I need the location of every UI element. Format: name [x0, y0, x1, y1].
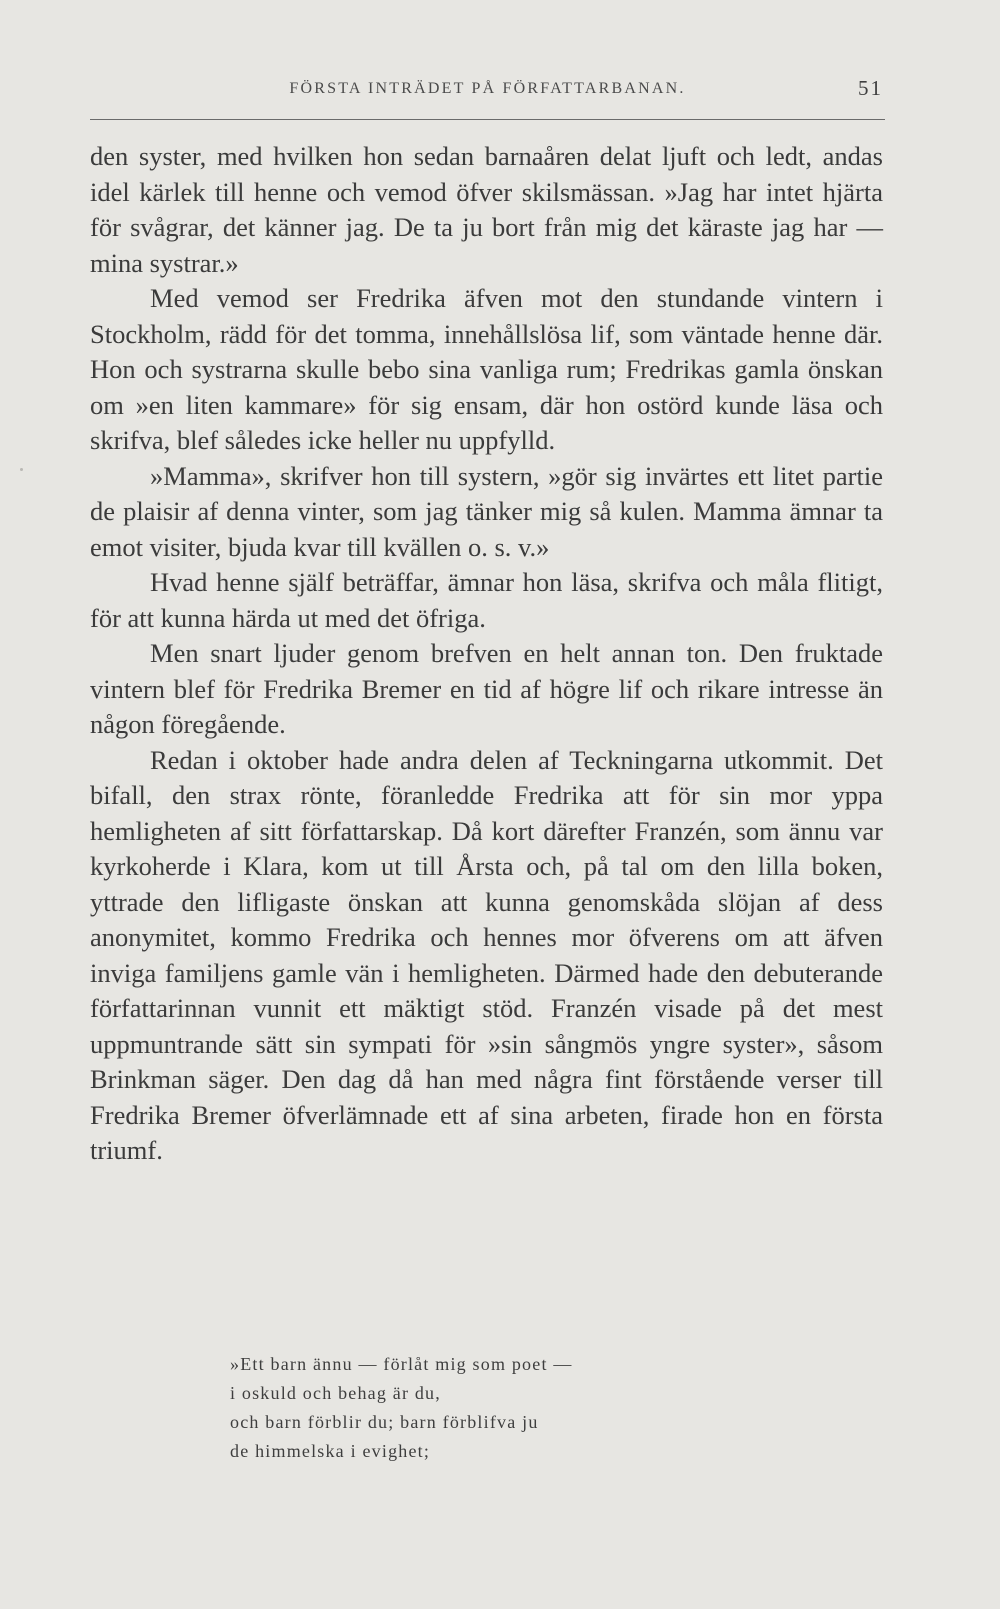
- verse-line: och barn förblir du; barn förblifva ju: [230, 1412, 539, 1432]
- verse-line: i oskuld och behag är du,: [230, 1383, 441, 1403]
- verse-quote: [230, 1350, 750, 1466]
- paragraph: »Mamma», skrifver hon till systern, »gör sig invärtes ett litet partie de plaisir af denna vinter, som jag tänker mig så kulen. Mamma ämnar ta emot visiter, bjuda kvar till kvällen o. s. v.»: [90, 460, 883, 562]
- paragraph: Med vemod ser Fredrika äfven mot den stundande vintern i Stockholm, rädd för det tomma, innehållslösa lif, som väntade henne där. Hon och systrarna skulle bebo sina vanliga rum; Fredrikas gamla önskan om »en liten kammare» för sig ensam, där hon ostörd kunde läsa och skrifva, blef således icke heller nu uppfylld.: [90, 283, 883, 455]
- paragraph: Hvad henne själf beträffar, ämnar hon läsa, skrifva och måla flitigt, för att kunna härda ut med det öfriga.: [90, 567, 883, 633]
- paragraph: Men snart ljuder genom brefven en helt annan ton. Den fruktade vintern blef för Fredrika Bremer en tid af högre lif och rikare intresse än någon föregående.: [90, 638, 883, 739]
- paper-speck: [20, 468, 23, 471]
- body-text: [90, 139, 883, 1169]
- page-number: 51: [858, 76, 883, 100]
- verse-line: de himmelska i evighet;: [230, 1441, 431, 1461]
- paragraph: Redan i oktober hade andra delen af Teckningarna utkommit. Det bifall, den strax rönte, föranledde Fredrika att för sin mor yppa hemligheten af sitt författarskap. Då kort därefter Franzén, som ännu var kyrkoherde i Klara, kom ut till Årsta och, på tal om den lilla boken, yttrade den lifligaste önskan att kunna genomskåda slöjan af dess anonymitet, kommo Fredrika och hennes mor öfverens om att äfven inviga familjens gamle vän i hemligheten. Därmed hade den debuterande författarinnan vunnit ett mäktigt stöd. Franzén visade på det mest uppmuntrande sätt sin sympati för »sin sångmös yngre syster», såsom Brinkman säger. Den dag då han med några fint förstående verser till Fredrika Bremer öfverlämnade ett af sina arbeten, firade hon en första triumf.: [90, 744, 883, 1165]
- running-head-title: FÖRSTA INTRÄDET PÅ FÖRFATTARBANAN.: [289, 80, 686, 97]
- header-rule: [90, 119, 885, 120]
- paragraph-continuation: den syster, med hvilken hon sedan barnaåren delat ljuft och ledt, andas idel kärlek till henne och vemod öfver skilsmässan. »Jag har intet hjärta för svågrar, det känner jag. De ta ju bort från mig det käraste jag har — mina systrar.»: [90, 141, 883, 278]
- running-header: [90, 72, 885, 112]
- verse-line: »Ett barn ännu — förlåt mig som poet —: [230, 1354, 573, 1374]
